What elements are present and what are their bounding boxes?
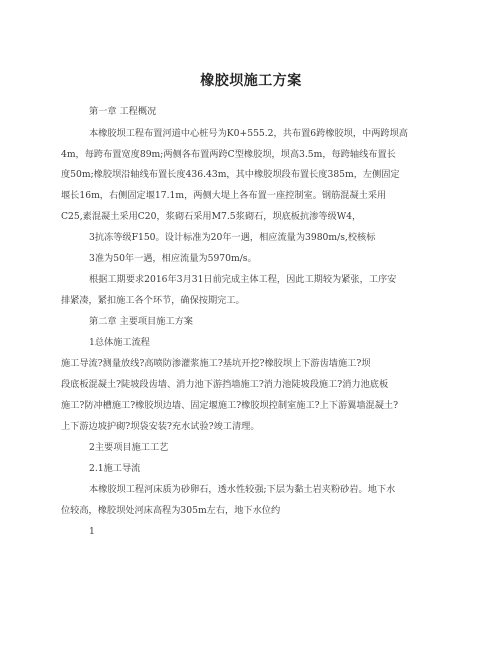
document-title: 橡胶坝施工方案 [200, 73, 302, 89]
paragraph-line: 段底板混凝土?陡坡段齿墙、消力池下游挡墙施工?消力池陡坡段施工?消力池底板 [61, 379, 389, 390]
heading-chapter-2: 第二章 主要项目施工方案 [89, 316, 193, 327]
paragraph-line: 位较高，橡胶坝处河床高程为305m左右，地下水位约 [61, 505, 281, 516]
paragraph-line: 度50m;橡胶坝沿轴线布置长度436.43m，其中橡胶坝段布置长度385m，左侧固定 [61, 169, 400, 180]
paragraph-line: 3准为50年一遇，相应流量为5970m/s。 [89, 253, 257, 264]
heading-chapter-1: 第一章 工程概况 [89, 106, 157, 117]
paragraph-line: 上下游边坡护砌?坝袋安装?充水试验?竣工清理。 [61, 421, 260, 432]
paragraph-line: C25,素混凝土采用C20，浆砌石采用M7.5浆砌石，坝底板抗渗等级W4， [61, 211, 362, 222]
heading-subsection-2-1: 2.1施工导流 [89, 463, 141, 474]
paragraph-line: 本橡胶坝工程布置河道中心桩号为K0+555.2，共布置6跨橡胶坝，中两跨坝高 [89, 128, 408, 139]
heading-section-2: 2主要项目施工工艺 [89, 442, 169, 453]
paragraph-line: 根据工期要求2016年3月31日前完成主体工程，因此工期较为紧张，工序安 [89, 274, 397, 285]
paragraph-line: 施工导流?测量放线?高喷防渗灌浆施工?基坑开挖?橡胶坝上下游齿墙施工?坝 [61, 358, 371, 369]
paragraph-line: 施工?防冲槽施工?橡胶坝边墙、固定堰施工?橡胶坝控制室施工?上下游翼墙混凝土? [61, 400, 399, 411]
paragraph-line: 堰长16m，右侧固定堰17.1m，两侧大堤上各布置一座控制室。钢筋混凝土采用 [61, 190, 387, 201]
paragraph-line: 本橡胶坝工程河床质为砂卵石，透水性较强;下层为黏土岩夹粉砂岩。地下水 [89, 484, 396, 495]
heading-section-1: 1总体施工流程 [89, 337, 150, 348]
paragraph-line: 3抗冻等级F150。设计标准为20年一遇，相应流量为3980m/s,校核标 [89, 232, 376, 243]
page-number: 1 [89, 526, 95, 537]
paragraph-line: 4m，每跨布置宽度89m;两侧各布置两跨C型橡胶坝，坝高3.5m，每跨轴线布置长 [61, 149, 396, 160]
paragraph-line: 排紧凑，紧扣施工各个环节，确保按期完工。 [61, 295, 245, 306]
